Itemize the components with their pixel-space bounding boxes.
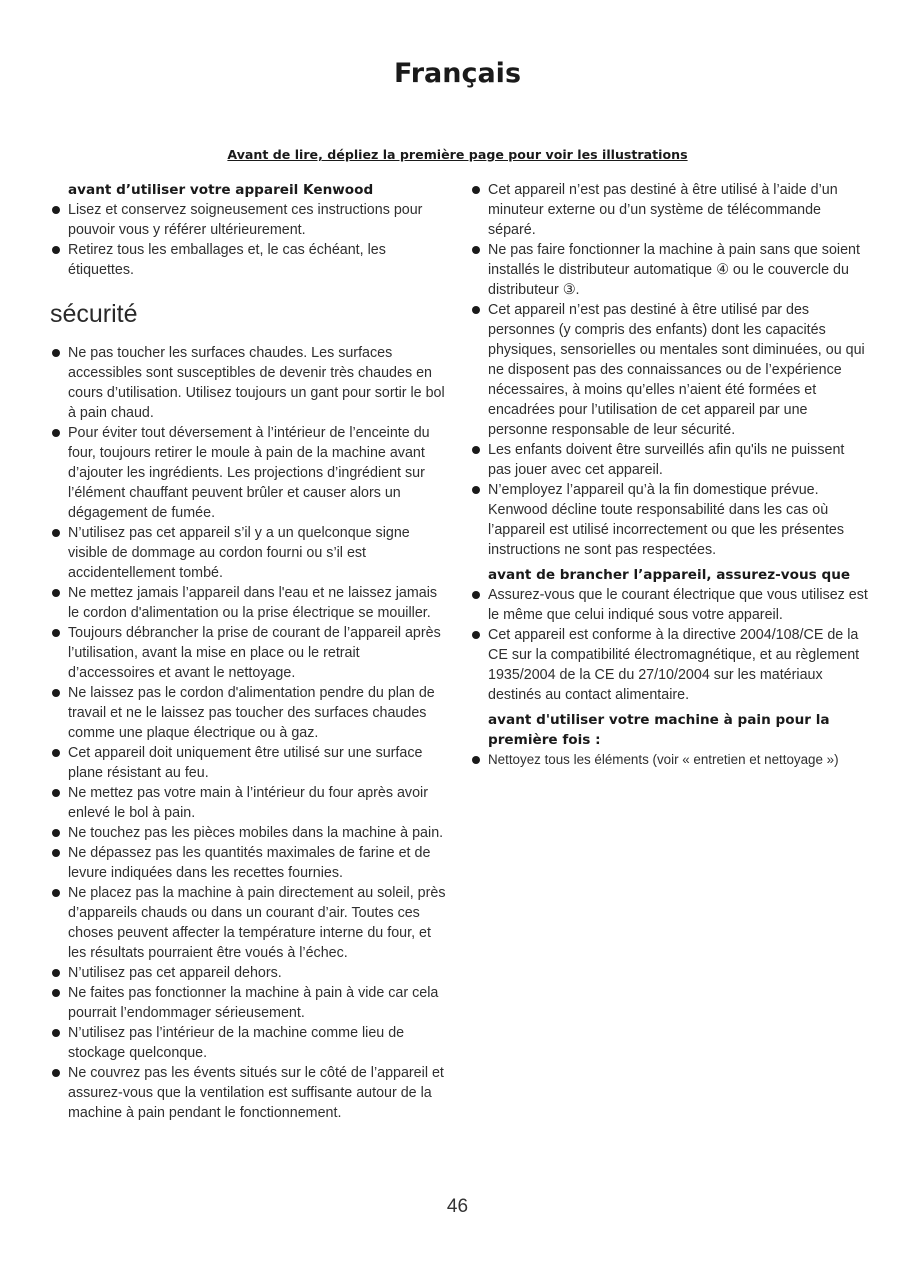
page-title: Français bbox=[393, 58, 522, 89]
list-item: Ne faites pas fonctionner la machine à pain à vide car cela pourrait l’endommager sérieusement. bbox=[50, 983, 446, 1023]
bullet-icon bbox=[52, 629, 60, 637]
bullet-icon bbox=[472, 306, 480, 314]
first-use-list bbox=[470, 750, 868, 770]
list-item: Cet appareil n’est pas destiné à être utilisé par des personnes (y compris des enfants) dont les capacités physiques, sensorielles ou mentales sont diminuées, ou qui ne disposent pas des connaissances ou de l’expérience nécessaires, à moins qu’elles n’aient été formées et encadrées pour l’utilisation de cet appareil par une personne responsable de leur sécurité. bbox=[470, 300, 868, 440]
list-item: Les enfants doivent être surveillés afin qu'ils ne puissent pas jouer avec cet appareil. bbox=[470, 440, 868, 480]
safety-list bbox=[50, 343, 446, 1123]
list-item: Ne placez pas la machine à pain directement au soleil, près d’appareils chauds ou dans un courant d’air. Toutes ces choses peuvent affecter la température interne du four, et les résultats pourraient être voués à l’échec. bbox=[50, 883, 446, 963]
before-use-list bbox=[50, 200, 446, 280]
bullet-icon bbox=[472, 246, 480, 254]
fold-out-instruction: Avant de lire, dépliez la première page pour voir les illustrations bbox=[227, 147, 688, 162]
bullet-icon bbox=[52, 989, 60, 997]
before-use-heading: avant d’utiliser votre appareil Kenwood bbox=[68, 182, 374, 198]
list-item: Toujours débrancher la prise de courant de l’appareil après l’utilisation, avant la mise en place ou le retrait d’accessoires et avant le nettoyage. bbox=[50, 623, 446, 683]
safety-continued-list bbox=[470, 180, 868, 560]
bullet-icon bbox=[52, 849, 60, 857]
right-column bbox=[470, 180, 868, 770]
bullet-icon bbox=[52, 829, 60, 837]
list-item: N’utilisez pas cet appareil dehors. bbox=[50, 963, 446, 983]
list-item: N’utilisez pas l’intérieur de la machine comme lieu de stockage quelconque. bbox=[50, 1023, 446, 1063]
bullet-icon bbox=[472, 486, 480, 494]
bullet-icon bbox=[52, 246, 60, 254]
bullet-icon bbox=[52, 589, 60, 597]
list-item: Ne touchez pas les pièces mobiles dans la machine à pain. bbox=[50, 823, 446, 843]
before-plugging-heading: avant de brancher l’appareil, assurez-vous que bbox=[488, 567, 851, 583]
first-use-heading: avant d'utiliser votre machine à pain pour la première fois : bbox=[488, 712, 830, 748]
list-item: Pour éviter tout déversement à l’intérieur de l’enceinte du four, toujours retirer le moule à pain de la machine avant d’ajouter les ingrédients. Les projections d’ingrédient sur l’élément chauffant peuvent brûler et causer alors un dégagement de fumée. bbox=[50, 423, 446, 523]
list-item: Ne mettez pas votre main à l’intérieur du four après avoir enlevé le bol à pain. bbox=[50, 783, 446, 823]
list-item: Cet appareil est conforme à la directive 2004/108/CE de la CE sur la compatibilité électromagnétique, et au règlement 1935/2004 de la CE du 27/10/2004 sur les matériaux destinés au contact alimentaire. bbox=[470, 625, 868, 705]
bullet-icon bbox=[52, 889, 60, 897]
bullet-icon bbox=[52, 689, 60, 697]
bullet-icon bbox=[472, 186, 480, 194]
bullet-icon bbox=[472, 756, 480, 764]
bullet-icon bbox=[52, 749, 60, 757]
list-item: Ne pas toucher les surfaces chaudes. Les surfaces accessibles sont susceptibles de devenir très chaudes en cours d’utilisation. Utilisez toujours un gant pour sortir le bol à pain chaud. bbox=[50, 343, 446, 423]
bullet-icon bbox=[472, 446, 480, 454]
list-item: Ne mettez jamais l’appareil dans l'eau et ne laissez jamais le cordon d'alimentation ou la prise électrique se mouiller. bbox=[50, 583, 446, 623]
list-item: Retirez tous les emballages et, le cas échéant, les étiquettes. bbox=[50, 240, 446, 280]
bullet-icon bbox=[52, 429, 60, 437]
list-item: Ne laissez pas le cordon d'alimentation pendre du plan de travail et ne le laissez pas toucher des surfaces chaudes comme une plaque électrique ou à gaz. bbox=[50, 683, 446, 743]
list-item: Lisez et conservez soigneusement ces instructions pour pouvoir vous y référer ultérieurement. bbox=[50, 200, 446, 240]
list-item: Ne pas faire fonctionner la machine à pain sans que soient installés le distributeur automatique ④ ou le couvercle du distributeur ③. bbox=[470, 240, 868, 300]
bullet-icon bbox=[472, 591, 480, 599]
left-column bbox=[50, 180, 446, 1123]
list-item: Assurez-vous que le courant électrique que vous utilisez est le même que celui indiqué sous votre appareil. bbox=[470, 585, 868, 625]
page-number: 46 bbox=[446, 1196, 469, 1217]
list-item: Nettoyez tous les éléments (voir « entretien et nettoyage ») bbox=[470, 750, 868, 770]
before-plugging-list bbox=[470, 585, 868, 705]
bullet-icon bbox=[52, 529, 60, 537]
list-item: Ne dépassez pas les quantités maximales de farine et de levure indiquées dans les recettes fournies. bbox=[50, 843, 446, 883]
bullet-icon bbox=[52, 349, 60, 357]
list-item: Cet appareil doit uniquement être utilisé sur une surface plane résistant au feu. bbox=[50, 743, 446, 783]
list-item: Ne couvrez pas les évents situés sur le côté de l’appareil et assurez-vous que la ventilation est suffisante autour de la machine à pain pendant le fonctionnement. bbox=[50, 1063, 446, 1123]
bullet-icon bbox=[52, 969, 60, 977]
bullet-icon bbox=[52, 789, 60, 797]
bullet-icon bbox=[52, 206, 60, 214]
list-item: Cet appareil n’est pas destiné à être utilisé à l’aide d’un minuteur externe ou d’un système de télécommande séparé. bbox=[470, 180, 868, 240]
bullet-icon bbox=[472, 631, 480, 639]
bullet-icon bbox=[52, 1029, 60, 1037]
list-item: N’utilisez pas cet appareil s’il y a un quelconque signe visible de dommage au cordon fourni ou s’il est accidentellement tombé. bbox=[50, 523, 446, 583]
list-item: N’employez l’appareil qu’à la fin domestique prévue. Kenwood décline toute responsabilité dans les cas où l’appareil est utilisé incorrectement ou que les présentes instructions ne sont pas respectées. bbox=[470, 480, 868, 560]
safety-heading: sécurité bbox=[50, 300, 138, 328]
bullet-icon bbox=[52, 1069, 60, 1077]
